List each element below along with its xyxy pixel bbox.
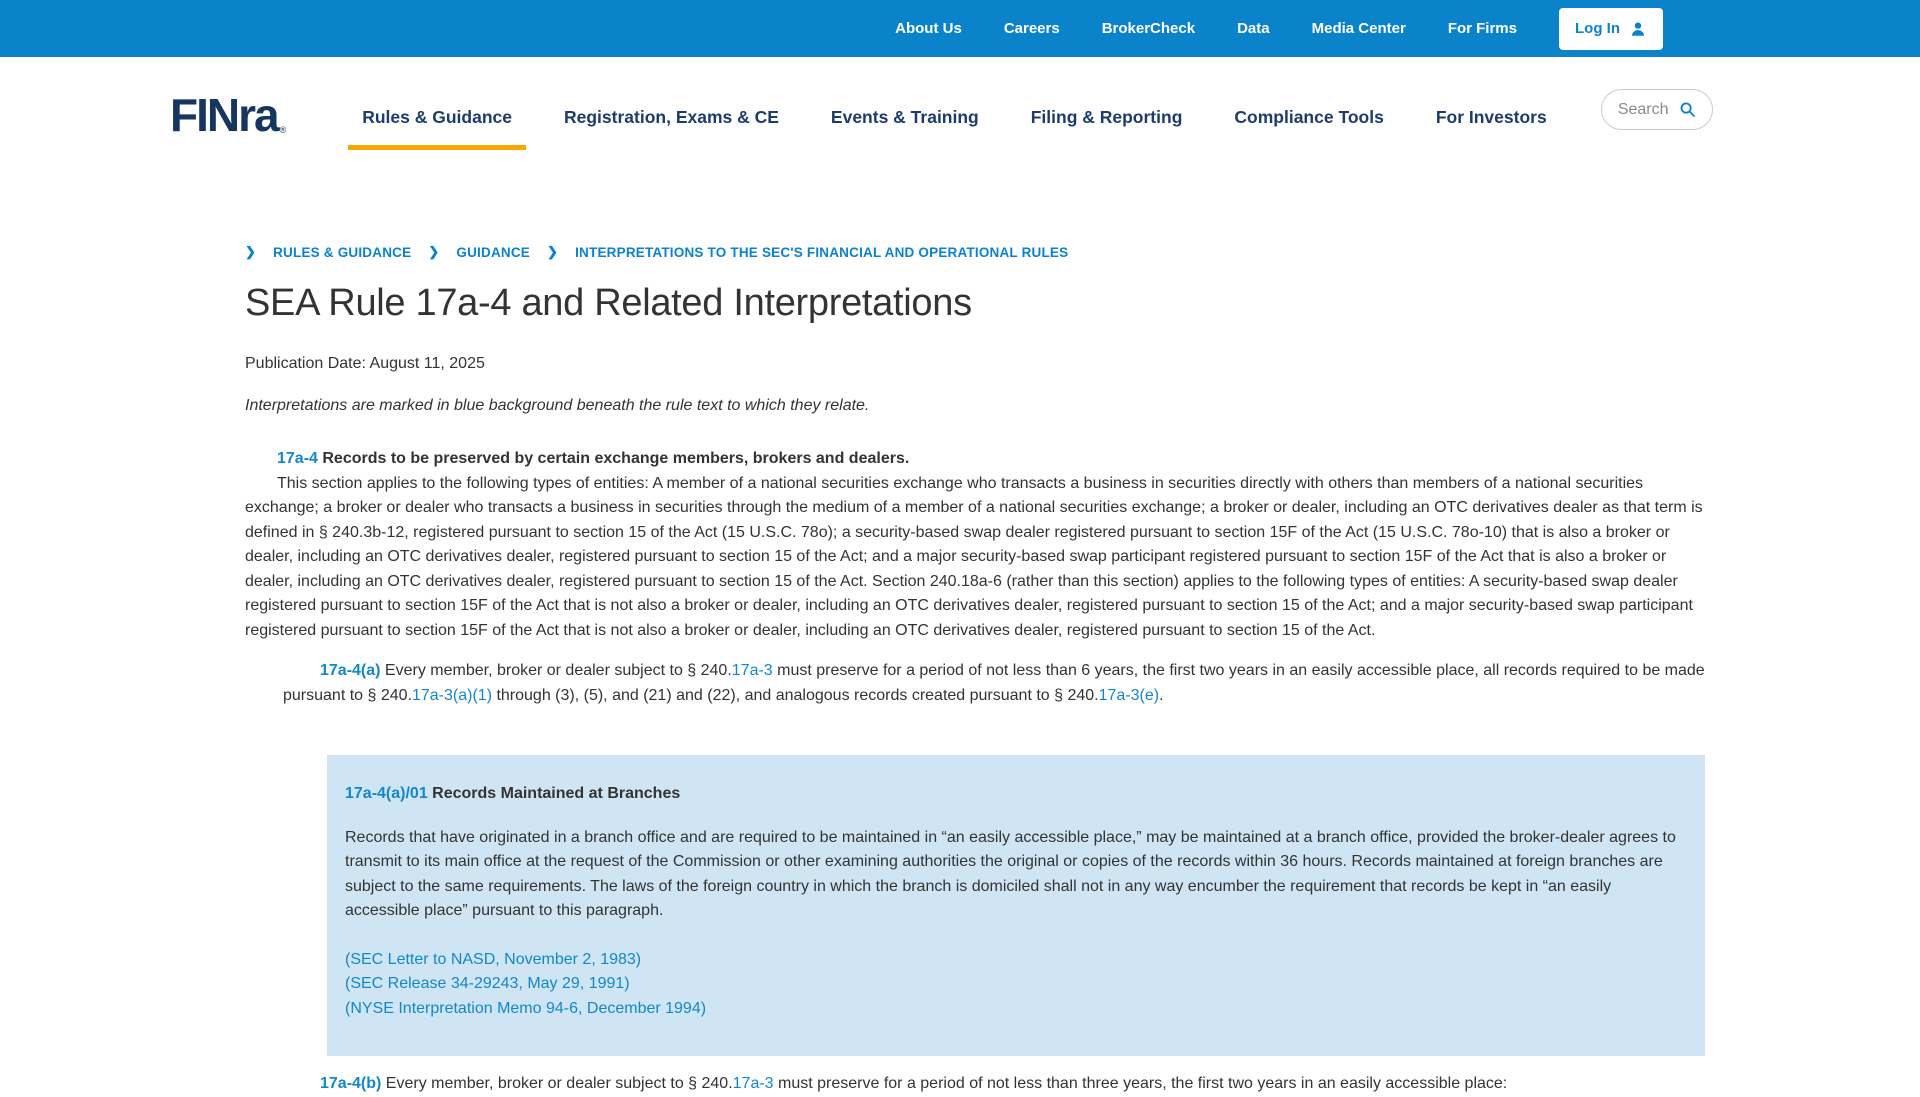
- finra-logo-text: FINra: [170, 88, 278, 141]
- topbar-link-data[interactable]: Data: [1237, 20, 1270, 37]
- registered-mark: ®: [279, 124, 287, 135]
- page-content: [245, 244, 1705, 1097]
- topbar-link-brokercheck[interactable]: BrokerCheck: [1101, 20, 1196, 37]
- interpretation-body: Records that have originated in a branch office and are required to be maintained in “an easily accessible place,” may be maintained at a branch office, provided the broker-dealer agrees to transmit to its main office at the request of the Commission or other examining authorities the original or copies of the records within 36 hours. Records maintained at foreign branches are subject to the same requirements. The laws of the foreign country in which the branch is domiciled shall not in any way encumber the requirement that records be kept in “an easily accessible place” pursuant to this paragraph.: [345, 828, 1676, 919]
- inline-link[interactable]: 17a-3(a)(1): [411, 686, 493, 704]
- chevron-right-icon: ❯: [428, 244, 440, 259]
- interpretation-heading: 17a-4(a)/01 Records Maintained at Branches: [345, 785, 681, 802]
- breadcrumb-rules-guidance[interactable]: RULES & GUIDANCE: [273, 244, 412, 260]
- nav-item-events-training[interactable]: Events & Training: [830, 106, 979, 127]
- nav-item-registration-exams-ce[interactable]: Registration, Exams & CE: [564, 106, 779, 127]
- inline-link[interactable]: 17a-4: [277, 450, 318, 467]
- rule-17a-4-block: [245, 447, 1705, 643]
- breadcrumb-guidance[interactable]: GUIDANCE: [456, 244, 531, 260]
- interpretation-references: [345, 948, 1679, 1022]
- reference-link-sec-release[interactable]: (SEC Release 34-29243, May 29, 1991): [345, 975, 630, 992]
- rule-17a-4-intro: This section applies to the following types of entities: A member of a national securities exchange who transacts a business in securities directly with others than members of a national securities exchange; a broker or dealer who transacts a business in securities through the medium of a member of a national securities exchange; a broker or dealer, including an OTC derivatives dealer as that term is defined in § 240.3b-12, registered pursuant to section 15 of the Act (15 U.S.C. 78o); a security-based swap dealer registered pursuant to section 15F of the Act (15 U.S.C. 78o-10) that is also a broker or dealer, including an OTC derivatives dealer, registered pursuant to section 15 of the Act; and a major security-based swap participant registered pursuant to section 15F of the Act that is also a broker or dealer, including an OTC derivatives dealer, registered pursuant to section 15 of the Act. Section 240.18a-6 (rather than this section) applies to the following types of entities: A security-based swap dealer registered pursuant to section 15F of the Act that is not also a broker or dealer, including an OTC derivatives dealer, registered pursuant to section 15 of the Act; and a major security-based swap participant registered pursuant to section 15F of the Act that is not also a broker or dealer, including an OTC derivatives dealer, registered pursuant to section 15 of the Act.: [245, 474, 1703, 639]
- finra-logo[interactable]: [170, 88, 287, 141]
- publication-date: Publication Date: August 11, 2025: [245, 355, 485, 372]
- main-header: [0, 57, 1920, 172]
- user-icon: [1629, 20, 1647, 38]
- rule-17a-4-heading: 17a-4 Records to be preserved by certain exchange members, brokers and dealers.: [277, 450, 910, 467]
- search-icon: [1679, 101, 1696, 118]
- topbar-link-about-us[interactable]: About Us: [895, 20, 962, 37]
- nav-item-for-investors[interactable]: For Investors: [1435, 106, 1547, 127]
- inline-link[interactable]: 17a-3(e): [1098, 686, 1160, 704]
- chevron-right-icon: ❯: [547, 244, 559, 259]
- reference-link-sec-letter[interactable]: (SEC Letter to NASD, November 2, 1983): [345, 950, 642, 968]
- nav-item-filing-reporting[interactable]: Filing & Reporting: [1030, 106, 1183, 127]
- breadcrumb-interpretations[interactable]: INTERPRETATIONS TO THE SEC'S FINANCIAL AND OPERATIONAL RULES: [575, 244, 1069, 260]
- inline-link[interactable]: 17a-4(b): [320, 1075, 382, 1092]
- search-button[interactable]: [1601, 89, 1713, 130]
- utility-bar: [0, 0, 1920, 57]
- interpretation-note: Interpretations are marked in blue background beneath the rule text to which they relate.: [245, 397, 870, 414]
- primary-nav: [348, 80, 1560, 150]
- inline-link[interactable]: 17a-3: [732, 1075, 774, 1092]
- inline-link[interactable]: 17a-4(a): [320, 662, 381, 679]
- topbar-link-media-center[interactable]: Media Center: [1311, 20, 1406, 37]
- login-button[interactable]: [1559, 8, 1663, 50]
- interpretation-box: [327, 755, 1705, 1056]
- nav-item-compliance-tools[interactable]: Compliance Tools: [1234, 106, 1384, 127]
- chevron-right-icon: ❯: [245, 244, 257, 259]
- breadcrumb: [245, 244, 1705, 260]
- topbar-link-careers[interactable]: Careers: [1003, 20, 1060, 37]
- login-label: Log In: [1575, 20, 1620, 37]
- nav-item-rules-guidance[interactable]: Rules & Guidance: [348, 99, 526, 150]
- inline-link[interactable]: 17a-3: [731, 662, 773, 679]
- rule-17a-4b-paragraph: 17a-4(b) Every member, broker or dealer subject to § 240.17a-3 must preserve for a period of not less than three years, the first two years in an easily accessible place:: [320, 1075, 1508, 1092]
- rule-17a-4a-paragraph: 17a-4(a) Every member, broker or dealer subject to § 240.17a-3 must preserve for a period of not less than 6 years, the first two years in an easily accessible place, all records required to be made pursuant to § 240.17a-3(a)(1) through (3), (5), and (21) and (22), and analogous records created pursuant to § 240.17a-3(e).: [283, 662, 1705, 704]
- topbar-link-for-firms[interactable]: For Firms: [1447, 20, 1517, 37]
- search-label: Search: [1617, 100, 1669, 118]
- reference-link-nyse-memo[interactable]: (NYSE Interpretation Memo 94-6, December 1994): [345, 999, 707, 1017]
- page-title: SEA Rule 17a-4 and Related Interpretations: [245, 282, 972, 324]
- inline-link[interactable]: 17a-4(a)/01: [345, 785, 428, 802]
